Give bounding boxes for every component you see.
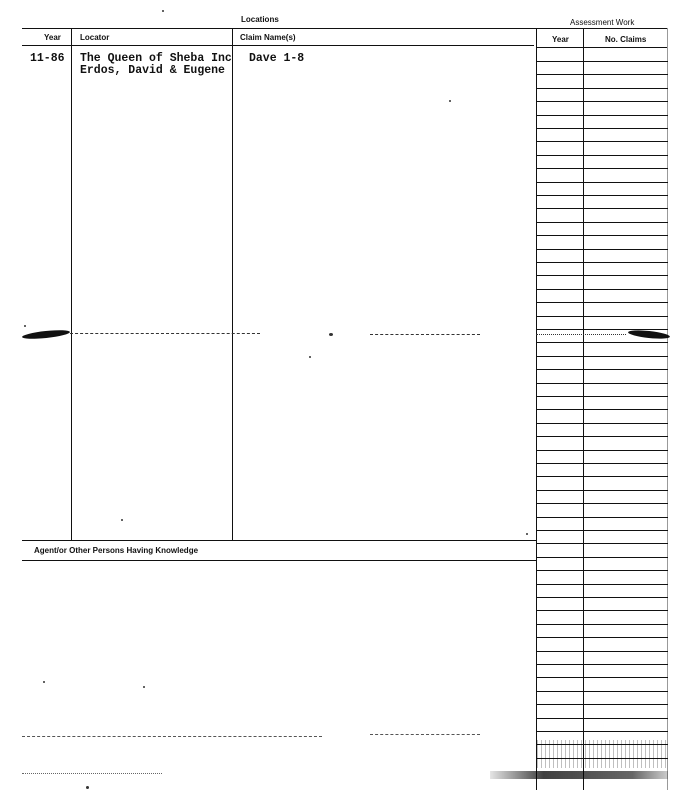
speck	[43, 681, 45, 683]
assessment-work-row-rule	[536, 302, 668, 303]
assessment-work-row-rule	[536, 584, 668, 585]
locator-column-rule	[232, 28, 233, 540]
speck	[86, 786, 89, 789]
agent-section-label-rule	[22, 560, 536, 561]
bottom-edge-line	[22, 773, 162, 774]
assessment-work-row-rule	[536, 637, 668, 638]
fold-line-right	[536, 334, 626, 335]
aw-scan-noise	[537, 740, 667, 768]
header-bottom-rule	[22, 45, 534, 46]
aw-header-bottom-rule	[536, 47, 668, 48]
assessment-work-row-rule	[536, 88, 668, 89]
assessment-work-row-rule	[536, 476, 668, 477]
entry-claim-name: Dave 1-8	[249, 52, 305, 65]
assessment-work-row-rule	[536, 624, 668, 625]
entry-year: 11-86	[30, 52, 65, 65]
assessment-work-row-rule	[536, 704, 668, 705]
assessment-work-row-rule	[536, 182, 668, 183]
assessment-work-row-rule	[536, 718, 668, 719]
fold-line-left	[70, 333, 260, 334]
entry-locator-line2: Erdos, David & Eugene	[80, 64, 225, 77]
bottom-scan-smear	[490, 771, 668, 779]
assessment-work-row-rule	[536, 463, 668, 464]
assessment-work-row-rule	[536, 342, 668, 343]
no-claims-column-header: No. Claims	[605, 35, 647, 44]
assessment-work-row-rule	[536, 517, 668, 518]
entry-locator-line1: The Queen of Sheba Inc	[80, 52, 232, 65]
assessment-work-row-rule	[536, 208, 668, 209]
assessment-work-row-rule	[536, 275, 668, 276]
year-column-header: Year	[44, 33, 61, 42]
claim-names-column-header: Claim Name(s)	[240, 33, 296, 42]
assessment-work-row-rule	[536, 731, 668, 732]
speck	[143, 686, 145, 688]
left-fold-mark	[22, 329, 70, 341]
assessment-work-row-rule	[536, 356, 668, 357]
assessment-work-row-rule	[536, 503, 668, 504]
assessment-work-row-rule	[536, 141, 668, 142]
assessment-work-row-rule	[536, 450, 668, 451]
speck	[121, 519, 123, 521]
speck	[526, 533, 528, 535]
assessment-work-row-rule	[536, 691, 668, 692]
assessment-work-row-rule	[536, 610, 668, 611]
bottom-fold-line-2	[370, 734, 480, 735]
assessment-work-row-rule	[536, 651, 668, 652]
agent-section-label: Agent/or Other Persons Having Knowledge	[34, 546, 199, 555]
assessment-work-row-rule	[536, 557, 668, 558]
assessment-work-row-rule	[536, 128, 668, 129]
assessment-work-row-rule	[536, 543, 668, 544]
assessment-work-row-rule	[536, 61, 668, 62]
assessment-work-row-rule	[536, 530, 668, 531]
assessment-work-row-rule	[536, 409, 668, 410]
assessment-work-row-rule	[536, 74, 668, 75]
assessment-work-row-rule	[536, 262, 668, 263]
assessment-work-row-rule	[536, 597, 668, 598]
speck	[162, 10, 164, 12]
ink-speck	[329, 333, 333, 336]
assessment-work-row-rule	[536, 664, 668, 665]
assessment-work-row-rule	[536, 396, 668, 397]
assessment-work-row-rule	[536, 570, 668, 571]
assessment-year-column-header: Year	[552, 35, 569, 44]
fold-line-mid	[370, 334, 480, 335]
agent-section-top-rule	[22, 540, 536, 541]
assessment-work-row-rule	[536, 195, 668, 196]
year-column-rule	[71, 28, 72, 540]
assessment-work-row-rule	[536, 168, 668, 169]
assessment-work-row-rule	[536, 490, 668, 491]
top-rule	[22, 28, 668, 29]
speck	[309, 356, 311, 358]
assessment-work-row-rule	[536, 249, 668, 250]
assessment-work-row-rule	[536, 329, 668, 330]
assessment-work-row-rule	[536, 101, 668, 102]
assessment-work-header: Assessment Work	[570, 18, 635, 27]
bottom-fold-line	[22, 736, 322, 737]
assessment-work-row-rule	[536, 677, 668, 678]
assessment-work-row-rule	[536, 289, 668, 290]
locator-column-header: Locator	[80, 33, 110, 42]
assessment-work-row-rule	[536, 155, 668, 156]
assessment-work-row-rule	[536, 316, 668, 317]
speck	[449, 100, 451, 102]
assessment-work-row-rule	[536, 222, 668, 223]
locations-header: Locations	[241, 15, 279, 24]
assessment-work-row-rule	[536, 423, 668, 424]
assessment-work-row-rule	[536, 369, 668, 370]
right-fold-mark	[628, 329, 671, 340]
assessment-work-row-rule	[536, 436, 668, 437]
speck	[24, 325, 26, 327]
assessment-work-row-rule	[536, 235, 668, 236]
assessment-work-row-rule	[536, 115, 668, 116]
assessment-work-row-rule	[536, 383, 668, 384]
